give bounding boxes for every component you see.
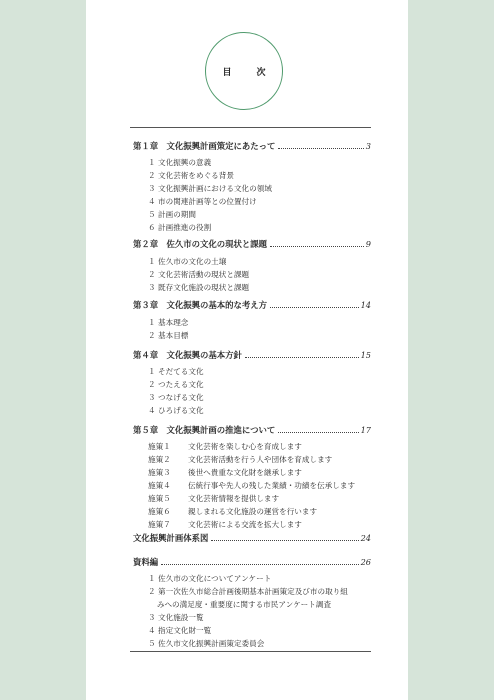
toc-item[interactable]: ４ 市の関連計画等との位置付け bbox=[148, 197, 257, 206]
page-number: 3 bbox=[365, 141, 371, 151]
measure-number: 施策３ bbox=[148, 468, 171, 477]
toc-chapter-2[interactable] bbox=[133, 238, 371, 250]
toc-item[interactable]: ３ 文化施設一覧 bbox=[148, 613, 204, 622]
toc-measure[interactable] bbox=[148, 454, 332, 465]
toc-item[interactable]: ５ 計画の期間 bbox=[148, 210, 196, 219]
toc-item[interactable]: ３ 既存文化施設の現状と課題 bbox=[148, 283, 250, 292]
page-number: 17 bbox=[360, 425, 371, 435]
page-number: 15 bbox=[360, 350, 371, 360]
toc-item[interactable]: ２ つたえる文化 bbox=[148, 380, 204, 389]
page-number: 26 bbox=[360, 557, 371, 567]
leader-dots bbox=[245, 357, 359, 358]
page-number: 9 bbox=[365, 239, 371, 249]
toc-chapter-4[interactable] bbox=[133, 349, 371, 361]
measure-number: 施策７ bbox=[148, 520, 171, 529]
measure-number: 施策４ bbox=[148, 481, 171, 490]
toc-item[interactable]: ４ 指定文化財一覧 bbox=[148, 626, 212, 635]
measure-text: 文化芸術情報を提供します bbox=[188, 494, 280, 503]
leader-dots bbox=[278, 148, 363, 149]
toc-item[interactable]: ２ 第一次佐久市総合計画後期基本計画策定及び市の取り組 bbox=[148, 587, 348, 596]
measure-text: 後世へ貴重な文化財を継承します bbox=[188, 468, 302, 477]
toc-chapter-3[interactable] bbox=[133, 299, 371, 311]
leader-dots bbox=[278, 432, 358, 433]
leader-dots bbox=[270, 246, 364, 247]
toc-title: 目 次 bbox=[222, 67, 274, 78]
chapter-title: 第３章 文化振興の基本的な考え方 bbox=[133, 300, 267, 310]
left-side-band bbox=[0, 0, 86, 700]
page-number: 24 bbox=[360, 533, 371, 543]
toc-item-continued[interactable]: みへの満足度・重要度に関する市民アンケート調査 bbox=[157, 600, 332, 609]
page-number: 14 bbox=[360, 300, 371, 310]
toc-item[interactable]: ４ ひろげる文化 bbox=[148, 406, 204, 415]
toc-item[interactable]: ６ 計画推進の役割 bbox=[148, 223, 212, 232]
toc-measure[interactable] bbox=[148, 480, 355, 491]
toc-item[interactable]: ５ 佐久市文化振興計画策定委員会 bbox=[148, 639, 265, 648]
bottom-rule bbox=[130, 651, 371, 652]
toc-system-diagram[interactable] bbox=[133, 532, 371, 544]
toc-item[interactable]: ２ 文化芸術をめぐる背景 bbox=[148, 171, 234, 180]
leader-dots bbox=[211, 540, 358, 541]
toc-chapter-1[interactable] bbox=[133, 140, 371, 152]
toc-measure[interactable] bbox=[148, 493, 279, 504]
toc-measure[interactable] bbox=[148, 506, 317, 517]
toc-item[interactable]: ３ つなげる文化 bbox=[148, 393, 204, 402]
chapter-title: 第１章 文化振興計画策定にあたって bbox=[133, 141, 276, 151]
chapter-title: 第２章 佐久市の文化の現状と課題 bbox=[133, 239, 267, 249]
measure-number: 施策１ bbox=[148, 442, 171, 451]
toc-item[interactable]: １ そだてる文化 bbox=[148, 367, 204, 376]
measure-number: 施策６ bbox=[148, 507, 171, 516]
right-side-band bbox=[408, 0, 494, 700]
top-rule bbox=[130, 127, 371, 128]
toc-appendix[interactable] bbox=[133, 556, 371, 568]
measure-text: 文化芸術による交流を拡大します bbox=[188, 520, 302, 529]
toc-item[interactable]: １ 基本理念 bbox=[148, 318, 189, 327]
leader-dots bbox=[270, 307, 359, 308]
measure-number: 施策２ bbox=[148, 455, 171, 464]
toc-measure[interactable] bbox=[148, 467, 302, 478]
measure-number: 施策５ bbox=[148, 494, 171, 503]
measure-text: 文化芸術を楽しむ心を育成します bbox=[188, 442, 302, 451]
measure-text: 伝統行事や先人の残した業績・功績を伝承します bbox=[188, 481, 356, 490]
leader-dots bbox=[161, 564, 358, 565]
chapter-title: 第４章 文化振興の基本方針 bbox=[133, 350, 242, 360]
chapter-title: 文化振興計画体系図 bbox=[133, 533, 209, 543]
toc-item[interactable]: ２ 基本目標 bbox=[148, 331, 189, 340]
chapter-title: 資料編 bbox=[133, 557, 159, 567]
chapter-title: 第５章 文化振興計画の推進について bbox=[133, 425, 276, 435]
measure-text: 文化芸術活動を行う人や団体を育成します bbox=[188, 455, 333, 464]
toc-item[interactable]: ２ 文化芸術活動の現状と課題 bbox=[148, 270, 250, 279]
toc-item[interactable]: １ 文化振興の意義 bbox=[148, 158, 212, 167]
measure-text: 親しまれる文化施設の運営を行います bbox=[188, 507, 318, 516]
toc-item[interactable]: ３ 文化振興計画における文化の領域 bbox=[148, 184, 272, 193]
toc-measure[interactable] bbox=[148, 441, 302, 452]
toc-measure[interactable] bbox=[148, 519, 302, 530]
toc-title-circle bbox=[205, 32, 283, 110]
toc-item[interactable]: １ 佐久市の文化についてアンケート bbox=[148, 574, 272, 583]
toc-chapter-5[interactable] bbox=[133, 424, 371, 436]
toc-item[interactable]: １ 佐久市の文化の土壌 bbox=[148, 257, 227, 266]
